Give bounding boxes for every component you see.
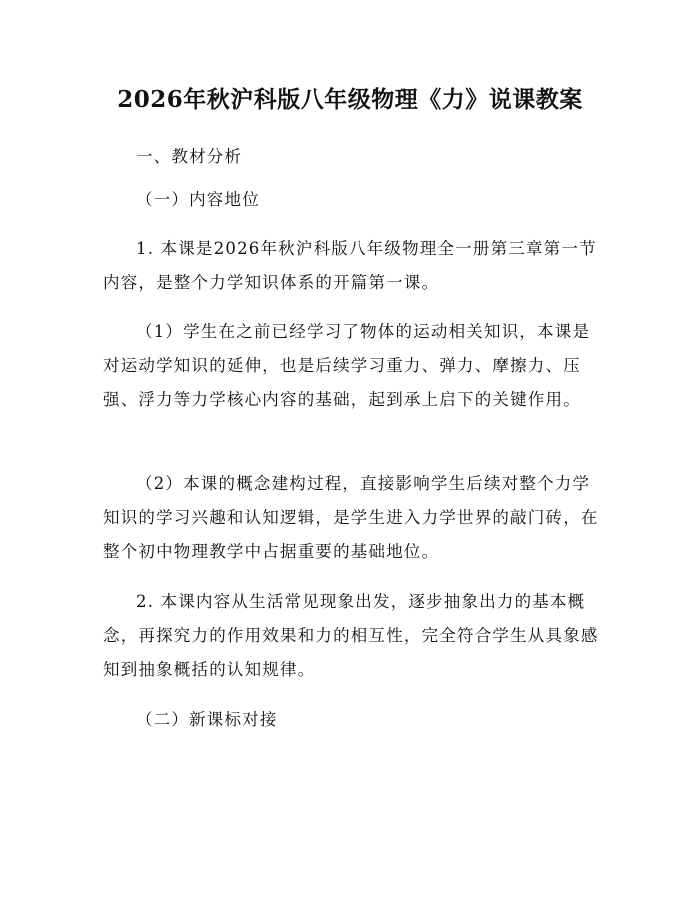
paragraph-lesson-position: 1. 本课是2026年秋沪科版八年级物理全一册第三章第一节内容，是整个力学知识体系的开篇第一课。: [103, 239, 597, 292]
paragraph-cognitive-law: 2. 本课内容从生活常见现象出发，逐步抽象出力的基本概念，再探究力的作用效果和力的相互性，完全符合学生从具象感知到抽象概括的认知规律。: [103, 592, 599, 679]
paragraph-prior-knowledge: （1）学生在之前已经学习了物体的运动相关知识，本课是对运动学知识的延伸，也是后续学习重力、弹力、摩擦力、压强、浮力等力学核心内容的基础，起到承上启下的关键作用。: [103, 322, 591, 409]
subsection-heading-curriculum-standard: （二）新课标对接: [136, 710, 278, 729]
subsection-heading-content-position: （一）内容地位: [136, 190, 260, 209]
paragraph-concept-construction: （2）本课的概念建构过程，直接影响学生后续对整个力学知识的学习兴趣和认知逻辑，是学生进入力学世界的敲门砖，在整个初中物理教学中占据重要的基础地位。: [103, 474, 599, 561]
document-title: 2026年秋沪科版八年级物理《力》说课教案: [117, 86, 583, 113]
section-heading-textbook-analysis: 一、教材分析: [136, 147, 243, 166]
